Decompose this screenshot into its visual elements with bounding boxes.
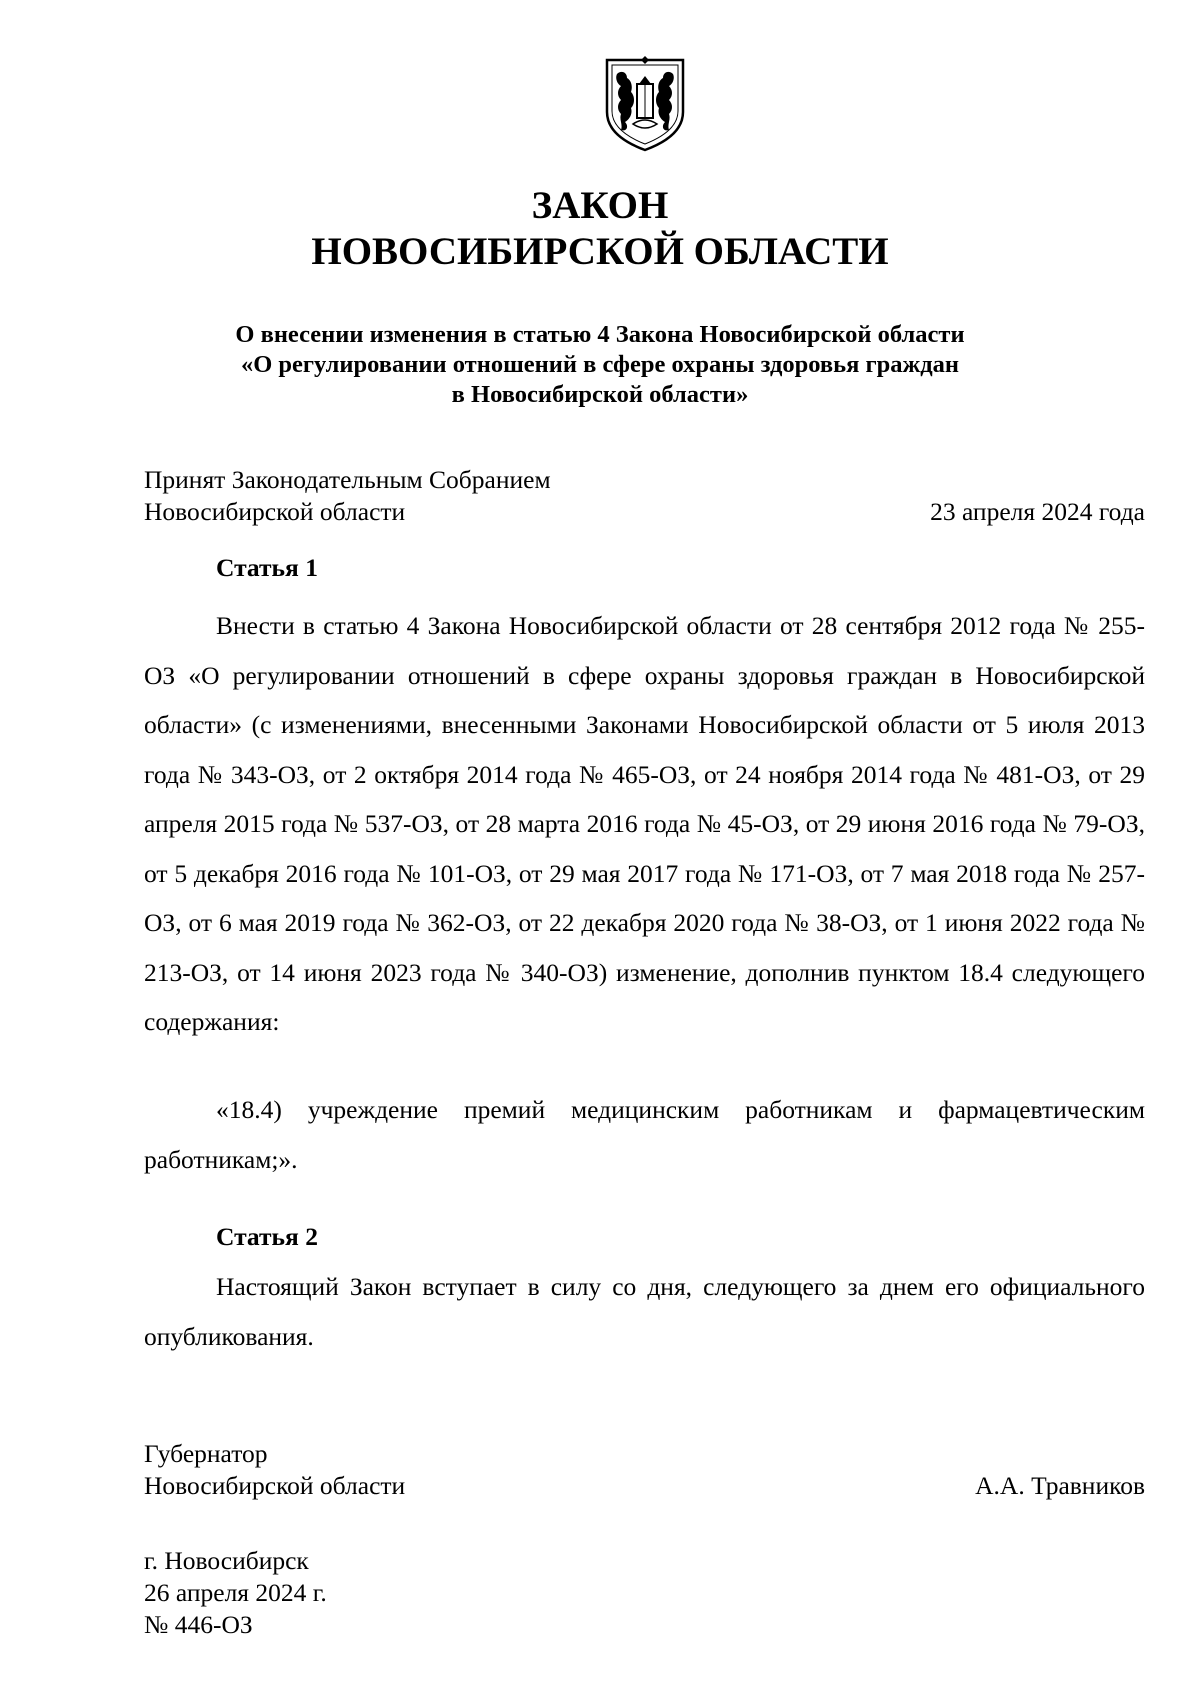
- adoption-line: Новосибирской области: [144, 497, 406, 526]
- novosibirsk-coat-of-arms-icon: [603, 54, 687, 154]
- law-subject-line: в Новосибирской области»: [451, 381, 749, 408]
- city: г. Новосибирск: [144, 1546, 309, 1575]
- law-subject: [0, 320, 1200, 410]
- law-subject-line: О внесении изменения в статью 4 Закона Новосибирской области: [235, 321, 965, 348]
- adoption-line: Принят Законодательным Собранием: [144, 465, 551, 494]
- article-2-heading: Статья 2: [216, 1222, 318, 1251]
- adoption-body: [144, 464, 551, 528]
- law-subject-line: «О регулировании отношений в сфере охраны здоровья граждан: [240, 351, 960, 378]
- article-2-text: Настоящий Закон вступает в силу со дня, следующего за днем его официального опубликования.: [144, 1272, 1145, 1351]
- signatory-position-line: Губернатор: [144, 1439, 268, 1468]
- signatory-position: [144, 1438, 405, 1502]
- place-date-number: [144, 1545, 327, 1641]
- signatory-position-line: Новосибирской области: [144, 1471, 406, 1500]
- article-1-heading: Статья 1: [216, 553, 318, 582]
- adoption-date: 23 апреля 2024 года: [930, 497, 1145, 526]
- signatory-name: А.А. Травников: [975, 1471, 1145, 1500]
- document-title-region: НОВОСИБИРСКОЙ ОБЛАСТИ: [311, 230, 889, 273]
- article-1-quote: «18.4) учреждение премий медицинским работникам и фармацевтическим работникам;».: [144, 1095, 1145, 1174]
- article-1-text: Внести в статью 4 Закона Новосибирской области от 28 сентября 2012 года № 255-ОЗ «О регулировании отношений в сфере охраны здоровья граждан в Новосибирской области» (с изменениями, внесенными Законами Новосибирской области от 5 июля 2013 года № 343-ОЗ, от 2 октября 2014 года № 465-ОЗ, от 24 ноября 2014 года № 481-ОЗ, от 29 апреля 2015 года № 537-ОЗ, от 28 марта 2016 года № 45-ОЗ, от 29 июня 2016 года № 79-ОЗ, от 5 декабря 2016 года № 101-ОЗ, от 29 мая 2017 года № 171-ОЗ, от 7 мая 2018 года № 257-ОЗ, от 6 мая 2019 года № 362-ОЗ, от 22 декабря 2020 года № 38-ОЗ, от 1 июня 2022 года № 213-ОЗ, от 14 июня 2023 года № 340-ОЗ) изменение, дополнив пунктом 18.4 следующего содержания:: [144, 611, 1145, 1036]
- document-title: ЗАКОН: [531, 184, 669, 227]
- law-number: № 446-ОЗ: [144, 1610, 253, 1639]
- signing-date: 26 апреля 2024 г.: [144, 1578, 327, 1607]
